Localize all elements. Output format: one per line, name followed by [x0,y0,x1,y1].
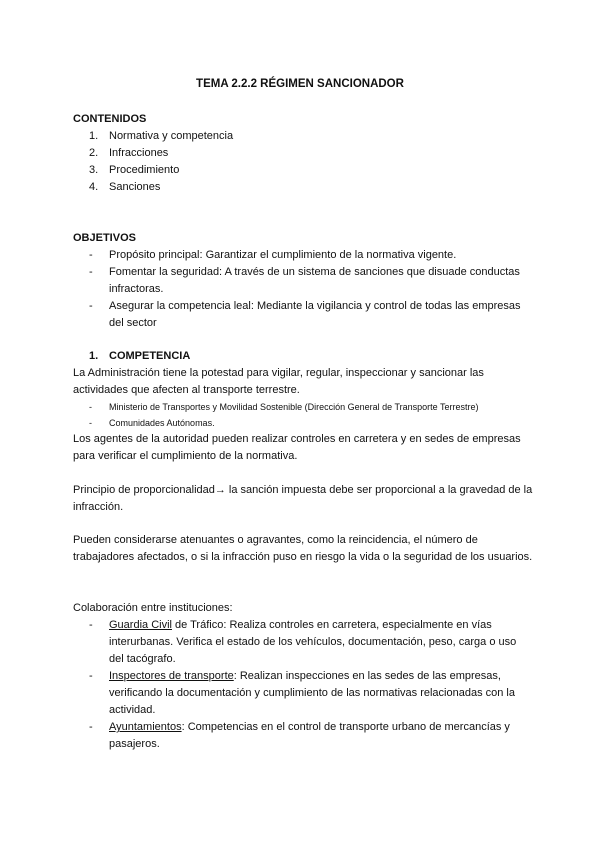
bullet: - [89,300,93,312]
list-item-body: : Realizan inspecciones en las sedes de las empresas, verificando la documentación y cumplimiento de las normativas relacionadas con la actividad. [109,670,515,716]
contenidos-heading: CONTENIDOS [73,113,147,125]
list-item-body: : Competencias en el control de transporte urbano de mercancías y pasajeros. [109,721,510,750]
objetivos-heading: OBJETIVOS [73,232,136,244]
list-item-text: Ministerio de Transportes y Movilidad Sostenible (Dirección General de Transporte Terrestre) [109,402,479,412]
list-item-body: de Tráfico: Realiza controles en carretera, especialmente en vías interurbanas. Verifica el estado de los vehículos, documentación, peso, carga o uso del tacógrafo. [109,619,517,665]
bullet: - [89,266,93,278]
bullet: - [89,402,92,412]
list-item-label: Guardia Civil [109,619,172,631]
page-title: TEMA 2.2.2 RÉGIMEN SANCIONADOR [196,78,404,90]
list-item-text: Propósito principal: Garantizar el cumplimiento de la normativa vigente. [109,249,457,261]
bullet: - [89,721,93,733]
section-title: COMPETENCIA [109,350,191,362]
colaboracion-heading: Colaboración entre instituciones: [73,602,233,614]
section-number: 1. [89,350,99,362]
agentes-paragraph: Los agentes de la autoridad pueden realizar controles en carretera y en sedes de empresas para verificar el cumplimiento de la normativa. [73,433,521,462]
bullet: - [89,249,93,261]
list-item-number: 1. [89,130,99,142]
list-item-text: Fomentar la seguridad: A través de un sistema de sanciones que disuade conductas infractoras. [109,266,520,295]
bullet: - [89,418,92,428]
proporcionalidad-paragraph: Principio de proporcionalidad→ la sanción impuesta debe ser proporcional a la gravedad de la infracción. [73,484,533,513]
atenuantes-paragraph: Pueden considerarse atenuantes o agravantes, como la reincidencia, el número de trabajadores afectados, o si la infracción puso en riesgo la vida o la seguridad de los usuarios. [73,534,533,563]
bullet: - [89,670,93,682]
list-item-text [109,719,529,753]
list-item-text [109,668,529,719]
list-item-text: Normativa y competencia [109,130,234,142]
list-item-text [109,617,529,668]
list-item-number: 4. [89,181,99,193]
list-item-text: Procedimiento [109,164,180,176]
list-item-number: 3. [89,164,99,176]
list-item-text: Comunidades Autónomas. [109,418,215,428]
list-item-text: Sanciones [109,181,161,193]
list-item-text: Asegurar la competencia leal: Mediante la vigilancia y control de todas las empresas del sector [109,300,521,329]
list-item-label: Inspectores de transporte [109,670,234,682]
competencia-intro: La Administración tiene la potestad para vigilar, regular, inspeccionar y sancionar las actividades que afecten al transporte terrestre. [73,367,484,396]
list-item-number: 2. [89,147,99,159]
list-item-text: Infracciones [109,147,169,159]
bullet: - [89,619,93,631]
list-item-label: Ayuntamientos [109,721,182,733]
